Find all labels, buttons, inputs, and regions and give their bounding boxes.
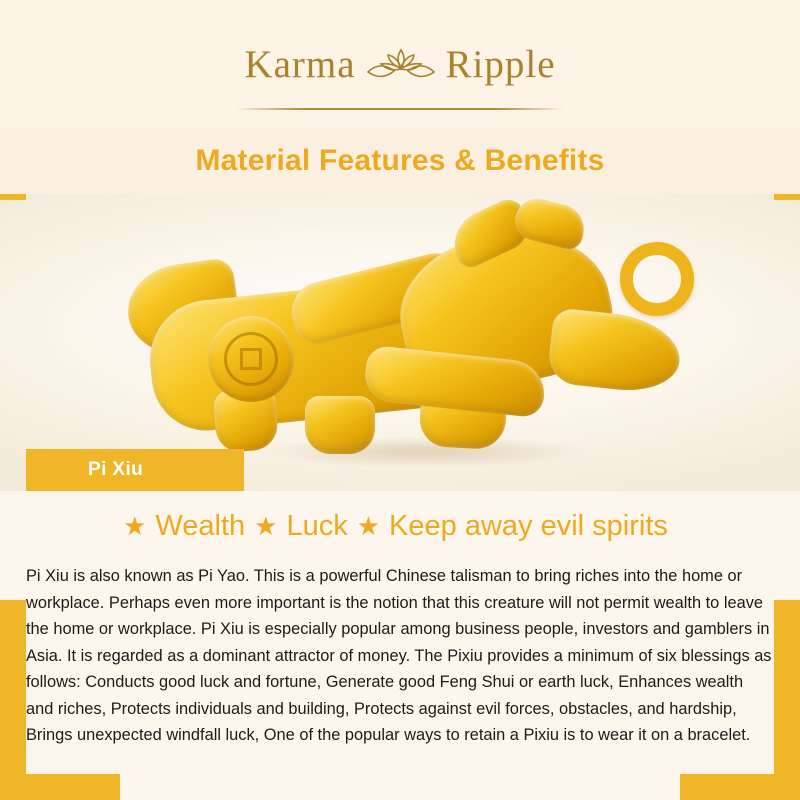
benefits-strip — [0, 491, 800, 549]
product-label-text: Pi Xiu — [88, 459, 144, 480]
coin-square-hole — [240, 348, 262, 370]
brand-underline — [235, 108, 565, 110]
benefit-item-evil-spirits: Keep away evil spirits — [389, 509, 668, 542]
product-label-ribbon — [26, 449, 244, 491]
benefit-item-luck: Luck — [286, 509, 348, 542]
star-icon: ★ — [356, 511, 381, 541]
description-text: Pi Xiu is also known as Pi Yao. This is a powerful Chinese talisman to bring riches into the home or workplace. Perhaps even more important is the notion that this creature will not permit wealth to leave the home or workplace. Pi Xiu is especially popular among business people, investors and gamblers in Asia. It is regarded as a dominant attractor of money. The Pixiu provides a minimum of six blessings as follows: Conducts good luck and fortune, Generate good Feng Shui or earth luck, Enhances wealth and riches, Protects individuals and building, Protects against evil forces, obstacles, and hardship, Brings unexpected windfall luck, One of the popular ways to retain a Pixiu is to wear it on a bracelet. — [26, 567, 772, 745]
pixiu-figurine-illustration — [120, 204, 700, 484]
footer-spacer — [0, 749, 800, 769]
lotus-icon — [366, 40, 436, 88]
description-block — [0, 549, 800, 749]
benefit-item-wealth: Wealth — [155, 509, 246, 542]
product-image-area — [0, 194, 800, 491]
product-drop-shadow — [260, 436, 590, 468]
star-icon: ★ — [123, 511, 147, 541]
brand-name-right: Ripple — [445, 42, 556, 86]
corner-frame-bottom-right-horizontal — [680, 774, 800, 800]
pendant-bail-ring — [615, 237, 699, 321]
brand-logo — [244, 40, 555, 88]
pixiu-snout — [546, 307, 683, 395]
section-title-band — [0, 128, 800, 194]
corner-frame-bottom-left-horizontal — [0, 774, 120, 800]
page-title: Material Features & Benefits — [195, 144, 605, 177]
star-icon: ★ — [254, 511, 278, 541]
brand-name-left: Karma — [244, 42, 356, 86]
brand-header — [0, 0, 800, 128]
